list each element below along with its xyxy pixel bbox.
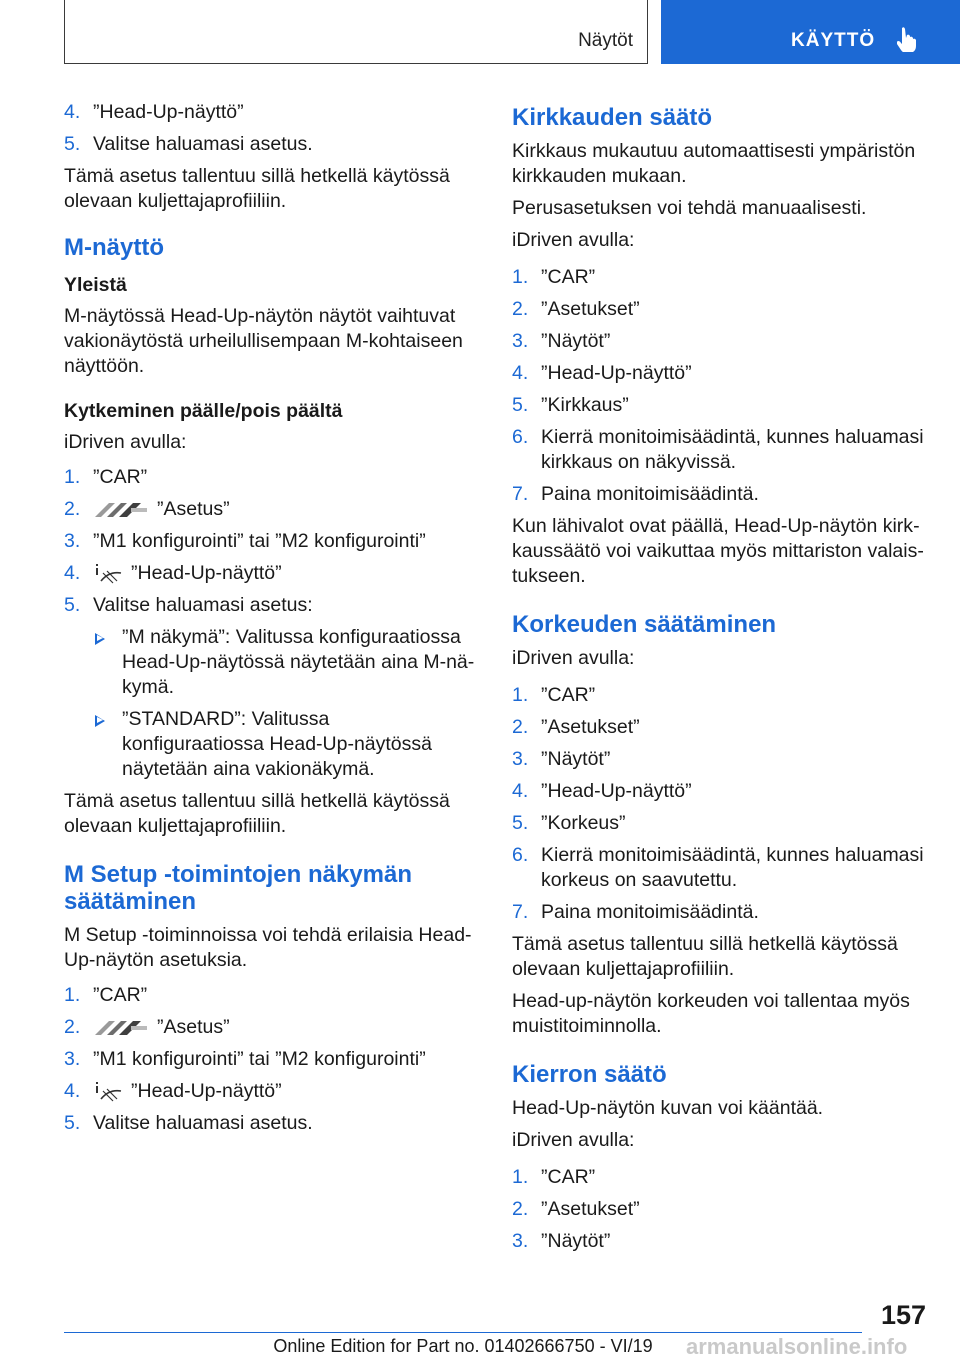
list-item: 3. ”Näytöt” <box>512 330 611 352</box>
rotation-steps <box>512 1165 924 1254</box>
intro-steps <box>64 100 476 157</box>
paragraph: iDriven avulla: <box>512 229 635 251</box>
section-heading-height: Korkeuden säätäminen <box>512 611 777 638</box>
paragraph: Tämä asetus tallentuu sillä hetkellä käytössä olevaan kuljettajaprofiiliin. <box>64 790 450 837</box>
list-item: 4. ”Head-Up-näyttö” <box>64 101 244 123</box>
pointing-hand-icon <box>897 26 921 52</box>
list-item: 3. ”M1 konfigurointi” tai ”M2 konfigurointi” <box>64 1048 426 1070</box>
list-item: 5. Valitse haluamasi asetus. <box>64 1112 313 1134</box>
list-item: 1. ”CAR” <box>64 984 148 1006</box>
paragraph: iDriven avulla: <box>512 1129 635 1151</box>
paragraph: Kun lähivalot ovat päällä, Head-Up-näytön kirkkaussäätö voi vaikuttaa myös mittariston valaistukseen. <box>512 515 924 587</box>
section-heading-brightness: Kirkkauden säätö <box>512 104 713 131</box>
header-chapter-box <box>661 0 960 64</box>
section-heading-m-display: M-näyttö <box>64 234 164 261</box>
list-item: 2. ”Asetukset” <box>512 1198 640 1220</box>
m-stripes-icon <box>93 1019 149 1037</box>
paragraph: Tämä asetus tallentuu sillä hetkellä käytössä olevaan kuljettajaprofiiliin. <box>64 165 450 212</box>
section-title: Näytöt <box>578 30 633 51</box>
m-setup-steps <box>64 983 476 1136</box>
chapter-title: KÄYTTÖ <box>791 30 876 51</box>
list-item: 4. ”Head-Up-näyttö” <box>512 362 692 384</box>
paragraph: iDriven avulla: <box>64 431 187 453</box>
list-item: 5. ”Korkeus” <box>512 812 626 834</box>
brightness-steps <box>512 265 924 507</box>
head-up-display-icon <box>93 1081 123 1103</box>
list-item: 1. ”CAR” <box>512 684 596 706</box>
height-steps <box>512 683 924 925</box>
list-item: 7. Paina monitoimisäädintä. <box>512 483 759 505</box>
footer-edition: Online Edition for Part no. 01402666750 - VI/19 <box>273 1336 653 1356</box>
sub-options <box>93 625 476 782</box>
m-display-steps <box>64 465 476 782</box>
list-item: 6. Kierrä monitoimisäädintä, kunnes haluamasi korkeus on saavutettu. <box>512 844 924 891</box>
list-item: 3. ”M1 konfigurointi” tai ”M2 konfigurointi” <box>64 530 426 552</box>
m-stripes-icon <box>93 501 149 519</box>
list-item: 1. ”CAR” <box>512 1166 596 1188</box>
paragraph: Head-up-näytön korkeuden voi tallentaa myös muistitoiminnolla. <box>512 990 910 1037</box>
section-heading-rotation: Kierron säätö <box>512 1061 667 1088</box>
list-item: 5. ”Kirkkaus” <box>512 394 629 416</box>
list-item: 6. Kierrä monitoimisäädintä, kunnes haluamasi kirkkaus on näkyvissä. <box>512 426 924 473</box>
paragraph: Head-Up-näytön kuvan voi kääntää. <box>512 1097 824 1119</box>
list-item: 5. Valitse haluamasi asetus: ”M näkymä”: Valitussa konfiguraatiossa Head-Up-näytössä näytetään aina M-näkymä. ”STANDARD”: Valitussa konfiguraatiossa Head-Up-näytössä näytetään aina vakionäkymä. <box>64 594 475 780</box>
paragraph: Tämä asetus tallentuu sillä hetkellä käytössä olevaan kuljettajaprofiiliin. <box>512 933 898 980</box>
list-item: 4. ”Head-Up-näyttö” <box>64 562 282 584</box>
paragraph: Kirkkaus mukautuu automaattisesti ympäristön kirkkauden mukaan. <box>512 140 916 187</box>
head-up-display-icon <box>93 563 123 585</box>
subheading-general: Yleistä <box>64 274 127 296</box>
subheading-switch: Kytkeminen päälle/pois päältä <box>64 400 343 422</box>
list-item: 2. ”Asetus” <box>64 1016 230 1038</box>
paragraph: Perusasetuksen voi tehdä manuaalisesti. <box>512 197 867 219</box>
header-section-box <box>64 0 648 64</box>
paragraph: M-näytössä Head-Up-näytön näytöt vaihtuvat vakionäytöstä urheilullisempaan M-kohtaiseen näyttöön. <box>64 305 463 377</box>
watermark: armanualsonline.info <box>686 1334 908 1359</box>
list-item: 2. ”Asetukset” <box>512 716 640 738</box>
paragraph: M Setup -toiminnoissa voi tehdä erilaisia Head-Up-näytön asetuksia. <box>64 924 472 971</box>
list-item: 7. Paina monitoimisäädintä. <box>512 901 759 923</box>
list-item: 4. ”Head-Up-näyttö” <box>64 1080 282 1102</box>
page-number: 157 <box>880 1300 926 1330</box>
list-item: 2. ”Asetus” <box>64 498 230 520</box>
sub-list-item: ”M näkymä”: Valitussa konfiguraatiossa Head-Up-näytössä näytetään aina M-näkymä. <box>93 625 476 700</box>
footer-divider <box>64 1332 862 1333</box>
bullet-triangle-icon <box>95 633 105 645</box>
list-item: 1. ”CAR” <box>512 266 596 288</box>
list-item: 1. ”CAR” <box>64 466 148 488</box>
list-item: 3. ”Näytöt” <box>512 1230 611 1252</box>
list-item: 4. ”Head-Up-näyttö” <box>512 780 692 802</box>
sub-list-item: ”STANDARD”: Valitussa konfiguraatiossa Head-Up-näytössä näytetään aina vakionäkymä. <box>93 707 476 782</box>
right-column <box>512 100 924 1261</box>
section-heading-m-setup: M Setup -toimintojen näkymän säätäminen <box>64 861 413 915</box>
paragraph: iDriven avulla: <box>512 647 635 669</box>
bullet-triangle-icon <box>95 715 105 727</box>
left-column <box>64 100 476 1143</box>
list-item: 2. ”Asetukset” <box>512 298 640 320</box>
list-item: 3. ”Näytöt” <box>512 748 611 770</box>
list-item: 5. Valitse haluamasi asetus. <box>64 133 313 155</box>
